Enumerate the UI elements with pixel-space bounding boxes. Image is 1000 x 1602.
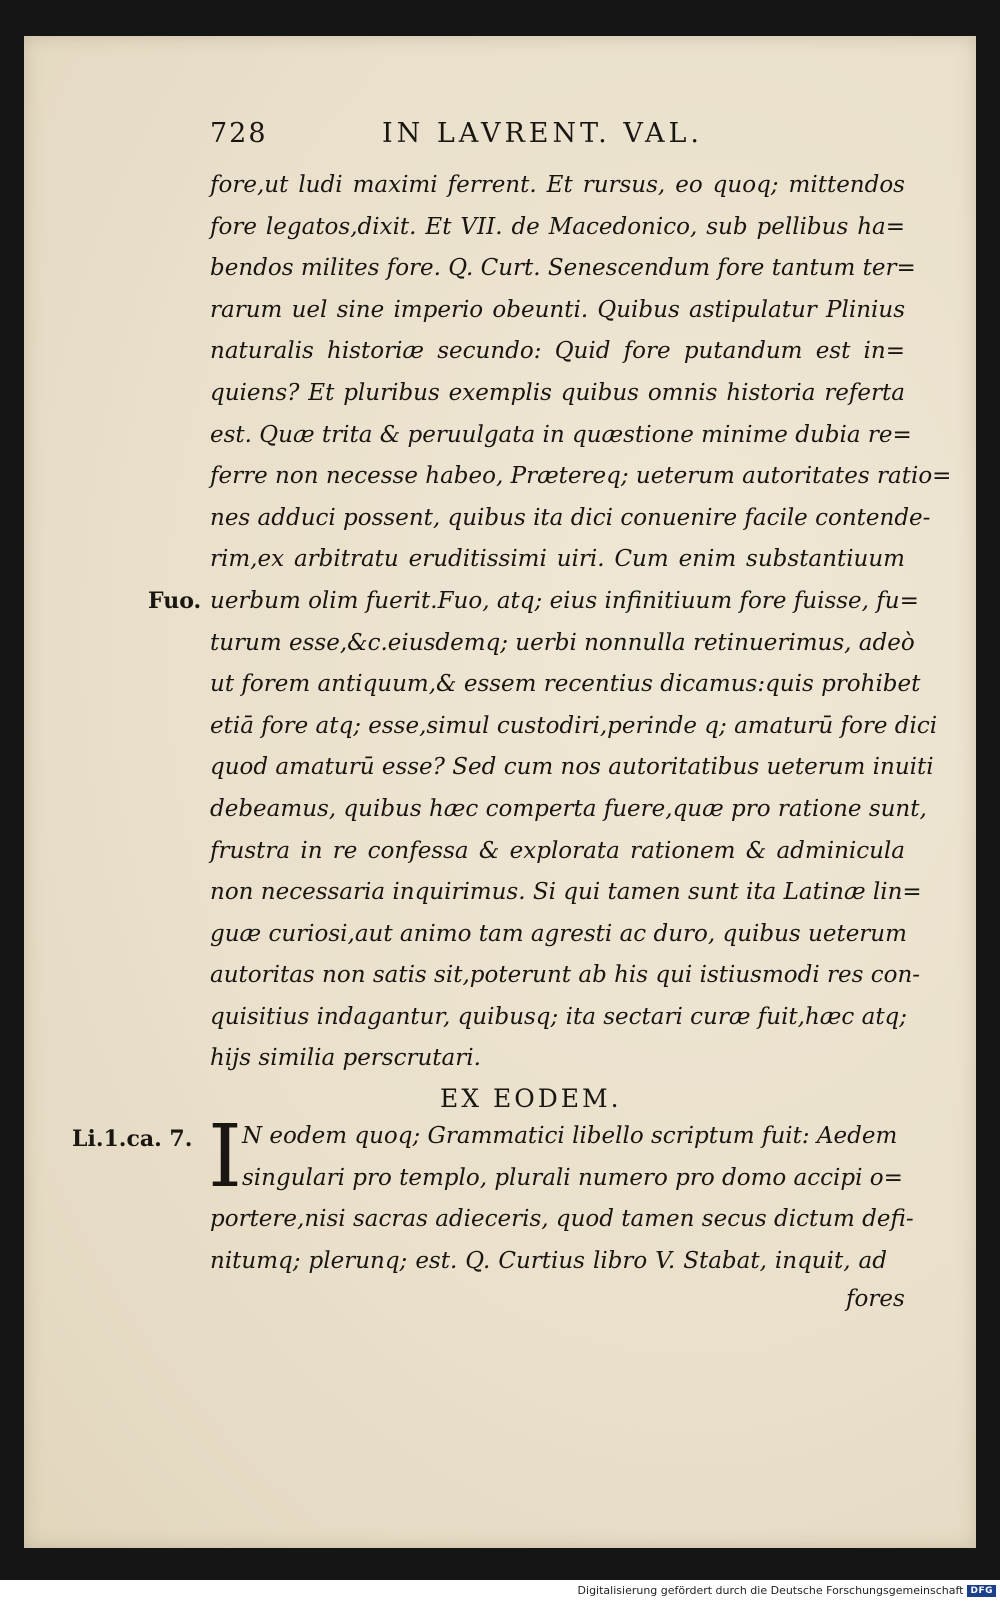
text-line: N eodem quoq; Grammatici libello scriptum fuit: Aedem xyxy=(242,1123,898,1149)
text-line: turum esse,&c.eiusdemq; uerbi nonnulla retinuerimus, adeò xyxy=(210,629,915,656)
main-text-block xyxy=(210,165,952,1080)
catchword: fores xyxy=(846,1286,905,1312)
text-line: debeamus, quibus hæc comperta fuere,quæ pro ratione sunt, xyxy=(210,795,927,822)
marginal-note: Fuo. xyxy=(148,588,202,614)
text-line: quisitius indagantur, quibusq; ita sectari curæ fuit,hæc atq; xyxy=(210,1003,908,1030)
text-line: singulari pro templo, plurali numero pro domo accipi o= xyxy=(242,1164,903,1191)
credit-text: Digitalisierung gefördert durch die Deutsche Forschungsgemeinschaft xyxy=(577,1584,964,1597)
text-line: uerbum olim fuerit.Fuo, atq; eius infinitiuum fore fuisse, fu= xyxy=(210,587,919,614)
section-text-indented xyxy=(242,1116,903,1199)
running-title: IN LAVRENT. VAL. xyxy=(382,118,704,149)
marginal-reference: Li.1.ca. 7. xyxy=(72,1126,193,1152)
text-line: rarum uel sine imperio obeunti. Quibus astipulatur Plinius xyxy=(210,296,905,323)
text-line: quiens? Et pluribus exemplis quibus omnis historia referta xyxy=(210,379,905,406)
text-line: frustra in re confessa & explorata rationem & adminicula xyxy=(210,837,905,864)
text-line: est. Quæ trita & peruulgata in quæstione minime dubia re= xyxy=(210,421,912,448)
text-line: portere,nisi sacras adieceris, quod tamen secus dictum defi- xyxy=(210,1206,914,1232)
text-line: guæ curiosi,aut animo tam agresti ac duro, quibus ueterum xyxy=(210,920,907,947)
text-line: ferre non necesse habeo, Prætereq; ueterum autoritates ratio= xyxy=(210,463,952,490)
page-number: 728 xyxy=(210,118,268,149)
drop-cap: I xyxy=(208,1107,242,1207)
digitization-credit xyxy=(578,1584,996,1597)
dfg-logo: DFG xyxy=(967,1585,996,1597)
text-line: non necessaria inquirimus. Si qui tamen sunt ita Latinæ lin= xyxy=(210,879,922,906)
text-line: nes adduci possent, quibus ita dici conuenire facile contende- xyxy=(210,504,931,531)
text-line: rim,ex arbitratu eruditissimi uiri. Cum enim substantiuum xyxy=(210,546,905,573)
text-line: fore legatos,dixit. Et VII. de Macedonico, sub pellibus ha= xyxy=(210,213,905,240)
section-text xyxy=(210,1199,914,1282)
section-heading: EX EODEM. xyxy=(440,1084,622,1113)
text-line: bendos milites fore. Q. Curt. Senescendum fore tantum ter= xyxy=(210,255,916,282)
page-header xyxy=(210,118,910,158)
text-line: naturalis historiæ secundo: Quid fore putandum est in= xyxy=(210,338,905,365)
text-line: fore,ut ludi maximi ferrent. Et rursus, eo quoq; mittendos xyxy=(210,172,905,198)
text-line: quod amaturū esse? Sed cum nos autoritatibus ueterum inuiti xyxy=(210,754,934,781)
text-line: autoritas non satis sit,poterunt ab his qui istiusmodi res con- xyxy=(210,962,921,989)
text-line: hijs similia perscrutari. xyxy=(210,1045,481,1072)
text-line: ut forem antiquum,& essem recentius dicamus:quis prohibet xyxy=(210,671,921,698)
text-line: etiā fore atq; esse,simul custodiri,perinde q; amaturū fore dici xyxy=(210,712,938,739)
text-line: nitumq; plerunq; est. Q. Curtius libro V. Stabat, inquit, ad xyxy=(210,1247,887,1274)
